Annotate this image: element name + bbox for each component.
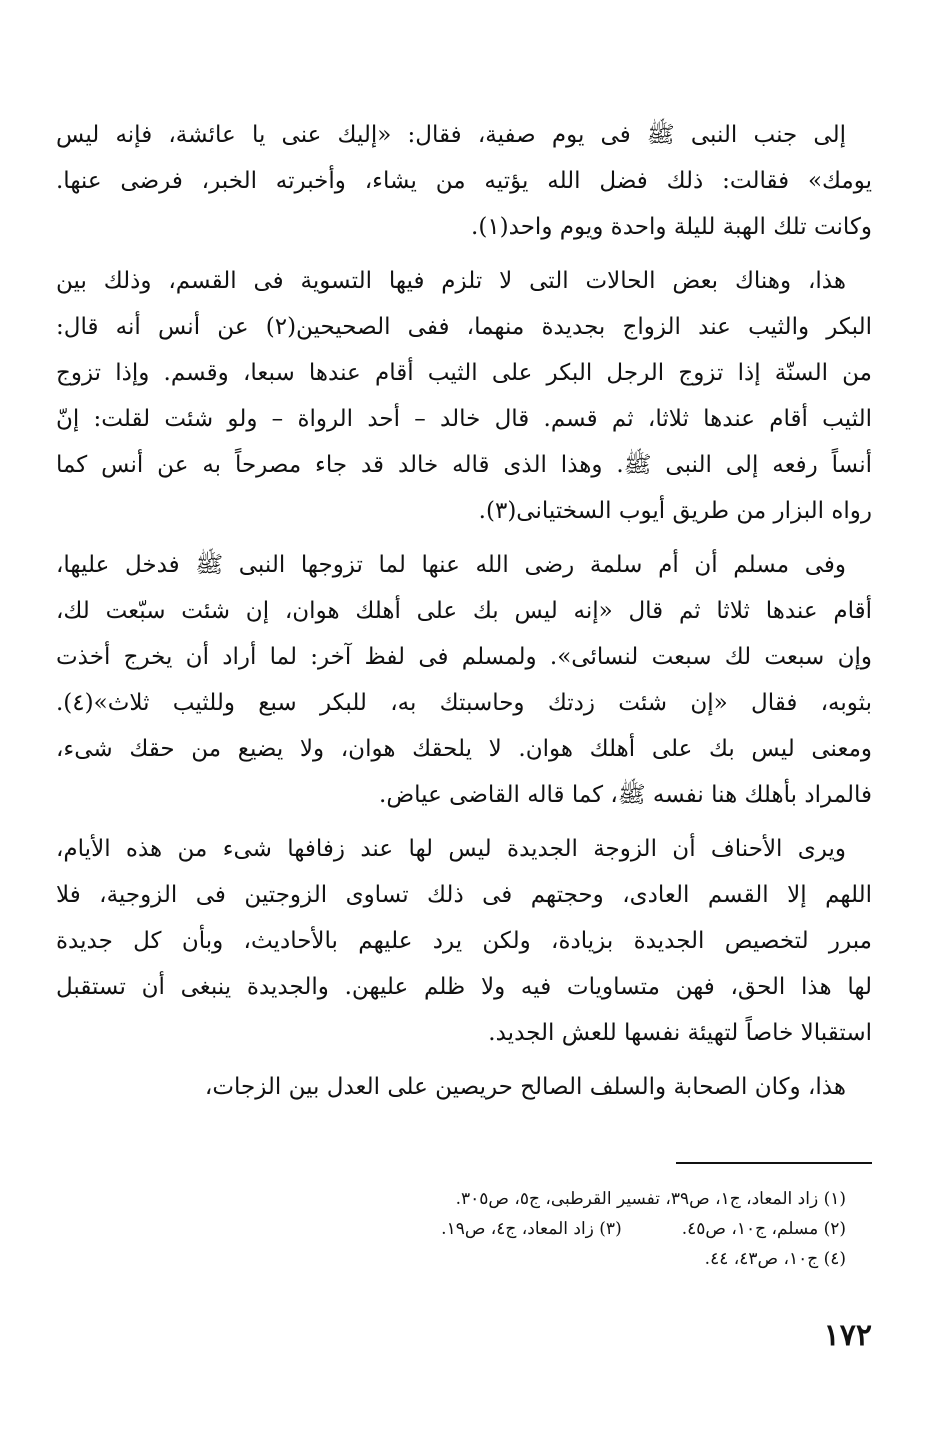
- footnote-1: (١) زاد المعاد، ج١، ص٣٩، تفسير القرطبى، ج٥، ص٣٠٥.: [455, 1189, 846, 1209]
- paragraph-5: [56, 1064, 872, 1110]
- text-line: مبرر لتخصيص الجديدة بزيادة، ولكن يرد عليهم بالأحاديث، وبأن كل جديدة: [56, 928, 872, 954]
- paragraph-1: [56, 112, 872, 250]
- footnote-4: (٤) ج١٠، ص٤٣، ٤٤.: [704, 1249, 846, 1269]
- footnote-row: [200, 1214, 846, 1244]
- paragraph-2: [56, 258, 872, 534]
- footnote-row: [200, 1184, 846, 1214]
- footnote-divider: [676, 1162, 872, 1164]
- text-line: إلى جنب النبى ﷺ فى يوم صفية، فقال: «إليك عنى يا عائشة، فإنه ليس: [56, 122, 846, 148]
- text-line: وكانت تلك الهبة لليلة واحدة ويوم واحد(١).: [471, 214, 872, 240]
- text-line: فالمراد بأهلك هنا نفسه ﷺ، كما قاله القاضى عياض.: [379, 782, 872, 808]
- text-line: استقبالا خاصاً لتهيئة نفسها للعش الجديد.: [488, 1020, 872, 1046]
- footnote-row: [200, 1244, 846, 1274]
- text-line: هذا، وهناك بعض الحالات التى لا تلزم فيها التسوية فى القسم، وذلك بين: [56, 268, 846, 294]
- text-line: الثيب أقام عندها ثلاثا، ثم قسم. قال خالد – أحد الرواة – ولو شئت لقلت: إنّ: [56, 406, 872, 432]
- footnotes: [200, 1184, 846, 1274]
- text-line: رواه البزار من طريق أيوب السختيانى(٣).: [478, 498, 872, 524]
- page-body: [56, 112, 872, 1110]
- text-line: يومك» فقالت: ذلك فضل الله يؤتيه من يشاء، وأخبرته الخبر، فرضى عنها.: [56, 168, 872, 194]
- paragraph-3: [56, 542, 872, 818]
- text-line: البكر والثيب عند الزواج بجديدة منهما، ففى الصحيحين(٢) عن أنس أنه قال:: [56, 314, 872, 340]
- text-line: وإن سبعت لك سبعت لنسائى». ولمسلم فى لفظ آخر: لما أراد أن يخرج أخذت: [56, 644, 872, 670]
- text-line: ومعنى ليس بك على أهلك هوان. لا يلحقك هوان، ولا يضيع من حقك شىء،: [56, 736, 872, 762]
- text-line: وفى مسلم أن أم سلمة رضى الله عنها لما تزوجها النبى ﷺ فدخل عليها،: [56, 552, 846, 578]
- text-line: هذا، وكان الصحابة والسلف الصالح حريصين على العدل بين الزجات،: [204, 1074, 846, 1100]
- text-line: من السنّة إذا تزوج الرجل البكر على الثيب أقام عندها سبعا، وقسم. وإذا تزوج: [56, 360, 872, 386]
- page-number: ١٧٢: [823, 1318, 872, 1353]
- footnote-2: (٢) مسلم، ج١٠، ص٤٥.: [681, 1219, 846, 1239]
- footnote-3: (٣) زاد المعاد، ج٤، ص١٩.: [441, 1219, 622, 1239]
- text-line: اللهم إلا القسم العادى، وحجتهم فى ذلك تساوى الزوجتين فى الزوجية، فلا: [56, 882, 872, 908]
- text-line: بثوبه، فقال «إن شئت زدتك وحاسبتك به، للبكر سبع وللثيب ثلاث»(٤).: [56, 690, 872, 716]
- paragraph-4: [56, 826, 872, 1056]
- text-line: أقام عندها ثلاثا ثم قال «إنه ليس بك على أهلك هوان، إن شئت سبّعت لك،: [56, 598, 872, 624]
- text-line: أنساً رفعه إلى النبى ﷺ. وهذا الذى قاله خالد قد جاء مصرحاً به عن أنس كما: [56, 452, 872, 478]
- text-line: لها هذا الحق، فهن متساويات فيه ولا ظلم عليهن. والجديدة ينبغى أن تستقبل: [56, 974, 872, 1000]
- text-line: ويرى الأحناف أن الزوجة الجديدة ليس لها عند زفافها شىء من هذه الأيام،: [56, 836, 846, 862]
